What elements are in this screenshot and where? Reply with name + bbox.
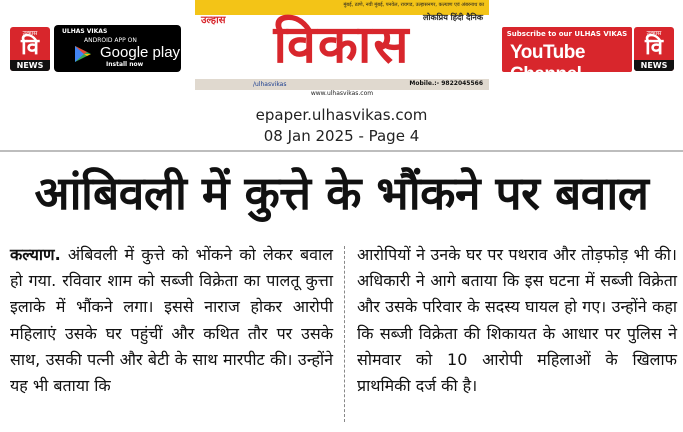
badge-news-label: NEWS [634,60,674,71]
google-play-icon [74,45,92,63]
google-play-install-text: Install now [106,61,144,68]
column-divider [344,246,345,422]
ulhas-vikas-news-badge[interactable] [10,27,50,71]
clipping-edge [0,150,683,152]
masthead-mobile: Mobile.:- 9822045566 [409,80,483,87]
youtube-channel-label: YouTube Channel [510,42,585,85]
ulhas-vikas-news-badge-right[interactable] [634,27,674,71]
google-play-badge[interactable] [54,25,181,72]
article-headline: आंबिवली में कुत्ते के भौंकने पर बवाल [34,166,649,220]
edition-date-page: 08 Jan 2025 - Page 4 [263,127,420,145]
badge-top-text: उल्हास [22,30,38,37]
badge-top-text: उल्हास [646,30,662,37]
youtube-subscribe-banner[interactable] [502,27,632,85]
google-play-app-name: ULHAS VIKAS [62,28,108,35]
article-column-1 [10,242,333,399]
masthead-website[interactable]: www.ulhasvikas.com [310,90,374,97]
masthead-cities: मुंबई, ठाणे, नवी मुंबई, पनवेल, रायगड, उल्हासनगर, कल्याण एवं अंबरनाथ का [343,2,484,8]
article-dateline: कल्याण. [10,245,61,264]
badge-news-label: NEWS [10,60,50,71]
badge-logo-letter: वि [21,35,39,60]
google-play-label: Google play [100,44,181,61]
page-header [0,0,683,100]
article-column-2: आरोपियों ने उनके घर पर पथराव और तोड़फोड़ भी की। अधिकारी ने आगे बताया कि इस घटना में सब्जी विक्रेता और उसके परिवार के सदस्य घायल हो गए। उन्होंने कहा कि सब्जी विक्रेता की शिकायत के आधार पर पुलिस ने सोमवार को 10 आरोपी महिलाओं के खिलाफ प्राथमिकी दर्ज की है। [357,245,677,396]
google-play-subtitle: ANDROID APP ON [84,37,137,44]
epaper-url[interactable]: epaper.ulhasvikas.com [255,106,428,124]
social-handle: /ulhasvikas [253,81,287,88]
newspaper-masthead [195,0,489,100]
masthead-title: विकास [273,15,411,75]
masthead-small-name: उल्हास [201,15,226,26]
badge-logo-letter: वि [645,35,663,60]
youtube-subscribe-text: Subscribe to our ULHAS VIKAS [506,30,628,38]
article-column-1-text: अंबिवली में कुत्ते को भोंकने को लेकर बवाल हो गया. रविवार शाम को सब्जी विक्रेता का पालतू कुत्ता इलाके में भौंकने लगा। इससे नाराज होकर आरोपी महिलाएं उसके घर पहुंचीं और कथित तौर पर उसके साथ, उसकी पत्नी और बेटी के साथ मारपीट की। उन्होंने यह भी बताया कि [10,245,333,396]
masthead-tagline: लोकप्रिय हिंदी दैनिक [422,13,483,22]
